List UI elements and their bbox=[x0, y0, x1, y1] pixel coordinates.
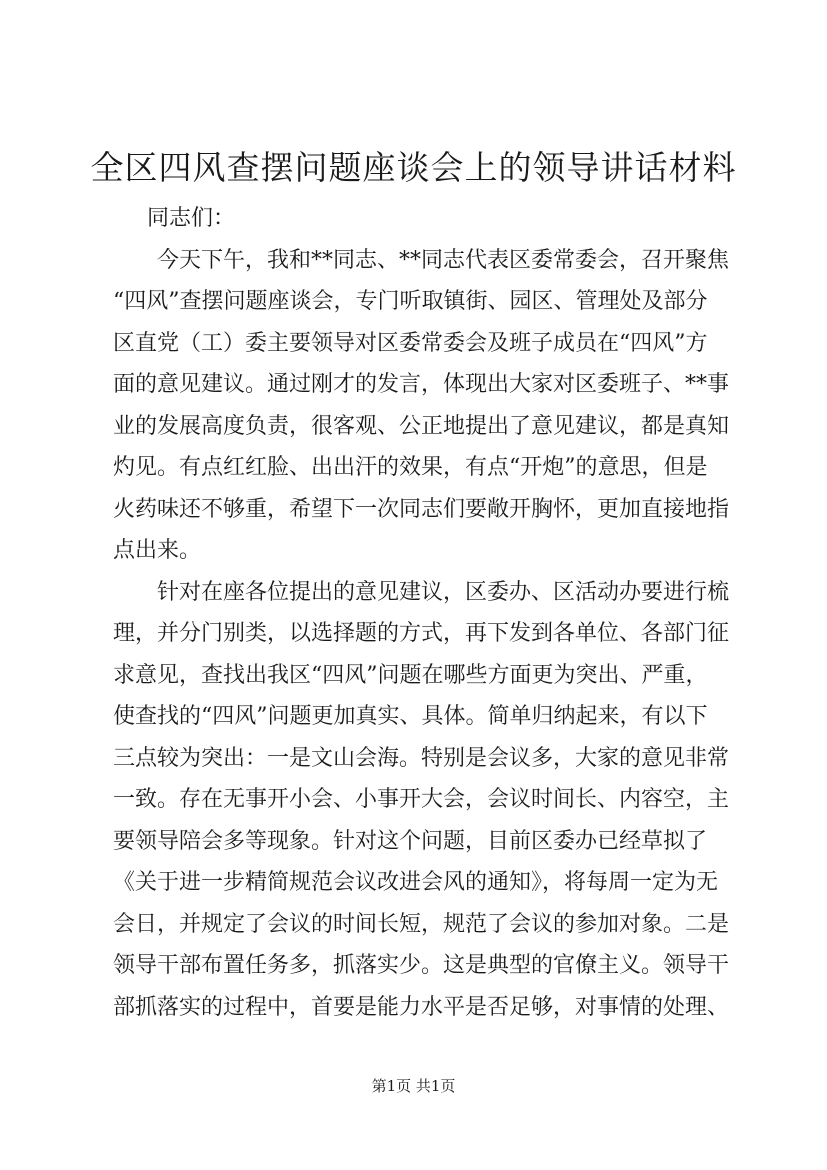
salutation: 同志们： bbox=[147, 206, 236, 231]
body-line: 会日，并规定了会议的时间长短，规范了会议的参加对象。二是 bbox=[113, 911, 730, 937]
body-line: 区直党（工）委主要领导对区委常委会及班子成员在“四风”方 bbox=[113, 330, 708, 356]
body-line: 使查找的“四风”问题更加真实、具体。简单归纳起来，有以下 bbox=[113, 704, 708, 729]
document-title: 全区四风查摆问题座谈会上的领导讲话材料 bbox=[90, 148, 737, 187]
body-line: 部抓落实的过程中，首要是能力水平是否足够，对事情的处理、 bbox=[113, 994, 730, 1020]
body-line: 要领导陪会多等现象。针对这个问题，目前区委办已经草拟了 bbox=[113, 828, 708, 854]
body-line: 火药味还不够重，希望下一次同志们要敞开胸怀，更加直接地指 bbox=[113, 496, 730, 522]
body-line: 针对在座各位提出的意见建议，区委办、区活动办要进行梳 bbox=[113, 579, 730, 605]
body-line: 点出来。 bbox=[113, 538, 202, 563]
body-line: 今天下午，我和**同志、**同志代表区委常委会，召开聚焦 bbox=[113, 247, 730, 273]
body-line: 灼见。有点红红脸、出出汗的效果，有点“开炮”的意思，但是 bbox=[113, 455, 708, 480]
body-line: 求意见，查找出我区“四风”问题在哪些方面更为突出、严重， bbox=[113, 662, 708, 688]
body-line: 理，并分门别类，以选择题的方式，再下发到各单位、各部门征 bbox=[113, 621, 730, 646]
page-footer: 第1页 共1页 bbox=[371, 1077, 456, 1095]
body-line: 《关于进一步精简规范会议改进会风的通知》，将每周一定为无 bbox=[113, 870, 719, 895]
body-line: 一致。存在无事开小会、小事开大会，会议时间长、内容空，主 bbox=[113, 787, 730, 812]
document-body bbox=[113, 198, 738, 1028]
body-line: 面的意见建议。通过刚才的发言，体现出大家对区委班子、**事 bbox=[113, 372, 730, 397]
body-line: “四风”查摆问题座谈会，专门听取镇街、园区、管理处及部分 bbox=[113, 289, 708, 314]
body-line: 领导干部布置任务多，抓落实少。这是典型的官僚主义。领导干 bbox=[113, 953, 730, 978]
body-line: 业的发展高度负责，很客观、公正地提出了意见建议，都是真知 bbox=[113, 413, 730, 439]
body-line: 三点较为突出：一是文山会海。特别是会议多，大家的意见非常 bbox=[113, 745, 730, 771]
